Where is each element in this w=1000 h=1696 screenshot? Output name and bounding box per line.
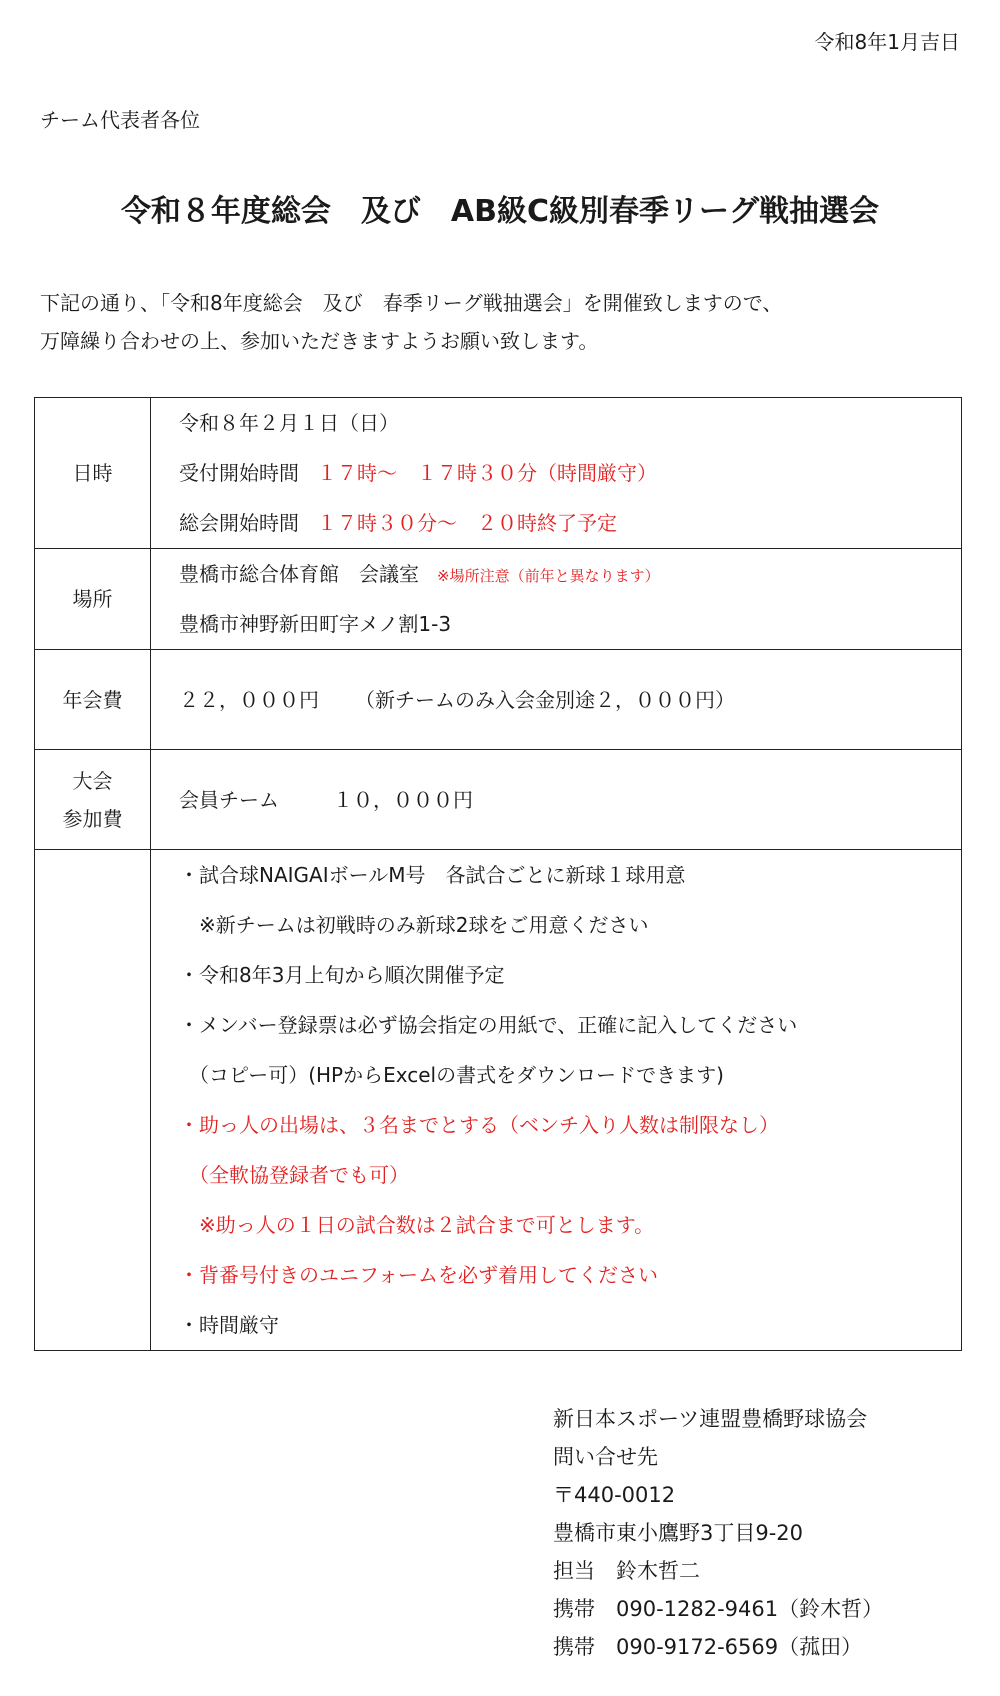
member-team-label: 会員チーム <box>179 787 279 812</box>
entry-fee-label-2: 参加費 <box>62 806 123 831</box>
venue-address: 豊橋市神野新田町字メノ割1-3 <box>179 612 452 636</box>
contact-phone-1: 携帯 090-1282-9461（鈴木哲） <box>553 1597 884 1621</box>
content-datetime <box>151 398 962 549</box>
document-title: 令和８年度総会 及び AB級C級別春季リーグ戦抽選会 <box>120 194 880 229</box>
venue-note: ※場所注意（前年と異なります） <box>437 567 660 585</box>
note-item: ・令和8年3月上旬から順次開催予定 <box>179 963 505 987</box>
annual-fee-amount: ２２，０００円 <box>179 687 319 712</box>
note-item: ・メンバー登録票は必ず協会指定の用紙で、正確に記入してください <box>179 1013 798 1037</box>
label-entry-fee <box>35 750 151 850</box>
intro-line-2: 万障繰り合わせの上、参加いただきますようお願い致します。 <box>40 329 599 353</box>
organization-name: 新日本スポーツ連盟豊橋野球協会 <box>553 1407 868 1431</box>
contact-phone-2: 携帯 090-9172-6569（菰田） <box>553 1635 863 1659</box>
intro-line-1: 下記の通り、「令和8年度総会 及び 春季リーグ戦抽選会」を開催致しますので、 <box>40 291 783 315</box>
meeting-time: １７時３０分～ ２０時終了予定 <box>317 511 617 535</box>
note-item: ※新チームは初戦時のみ新球2球をご用意ください <box>179 913 649 937</box>
label-notes <box>35 850 151 1351</box>
reception-label: 受付開始時間 <box>179 461 299 485</box>
contact-label: 問い合せ先 <box>553 1445 658 1469</box>
intro-paragraph <box>40 284 782 360</box>
note-item-red: （全軟協登録者でも可） <box>179 1163 409 1187</box>
meeting-line <box>179 498 961 548</box>
note-item: ・時間厳守 <box>179 1313 279 1337</box>
content-annual-fee <box>151 650 962 750</box>
reception-line <box>179 448 961 498</box>
row-entry-fee <box>35 750 962 850</box>
postal-code: 〒440-0012 <box>553 1483 676 1507</box>
content-notes <box>151 850 962 1351</box>
entry-fee-label-1: 大会 <box>72 768 113 793</box>
contact-address: 豊橋市東小鷹野3丁目9-20 <box>553 1521 804 1545</box>
annual-fee-note: （新チームのみ入会金別途２，０００円） <box>355 687 735 712</box>
venue-line <box>179 549 961 599</box>
note-item: ・試合球NAIGAIボールM号 各試合ごとに新球１球用意 <box>179 863 686 887</box>
entry-fee-amount: １０，０００円 <box>333 787 473 812</box>
label-place: 場所 <box>35 549 151 650</box>
document-date: 令和8年1月吉日 <box>814 30 960 54</box>
addressee: チーム代表者各位 <box>40 108 200 132</box>
content-entry-fee <box>151 750 962 850</box>
label-annual-fee: 年会費 <box>35 650 151 750</box>
label-datetime: 日時 <box>35 398 151 549</box>
contact-block <box>553 1400 883 1666</box>
contact-person: 担当 鈴木哲二 <box>553 1559 700 1583</box>
content-place <box>151 549 962 650</box>
note-item-red: ・助っ人の出場は、３名までとする（ベンチ入り人数は制限なし） <box>179 1113 779 1137</box>
reception-time: １７時～ １７時３０分（時間厳守） <box>317 461 657 485</box>
row-datetime <box>35 398 962 549</box>
details-table <box>34 397 962 1351</box>
row-place <box>35 549 962 650</box>
row-notes <box>35 850 962 1351</box>
meeting-label: 総会開始時間 <box>179 511 299 535</box>
venue-name: 豊橋市総合体育館 会議室 <box>179 562 419 586</box>
note-item-red: ・背番号付きのユニフォームを必ず着用してください <box>179 1263 658 1287</box>
row-annual-fee <box>35 650 962 750</box>
note-item: （コピー可）(HPからExcelの書式をダウンロードできます) <box>179 1063 724 1087</box>
event-date: 令和８年２月１日（日） <box>179 411 399 435</box>
note-item-red: ※助っ人の１日の試合数は２試合まで可とします。 <box>179 1213 655 1237</box>
